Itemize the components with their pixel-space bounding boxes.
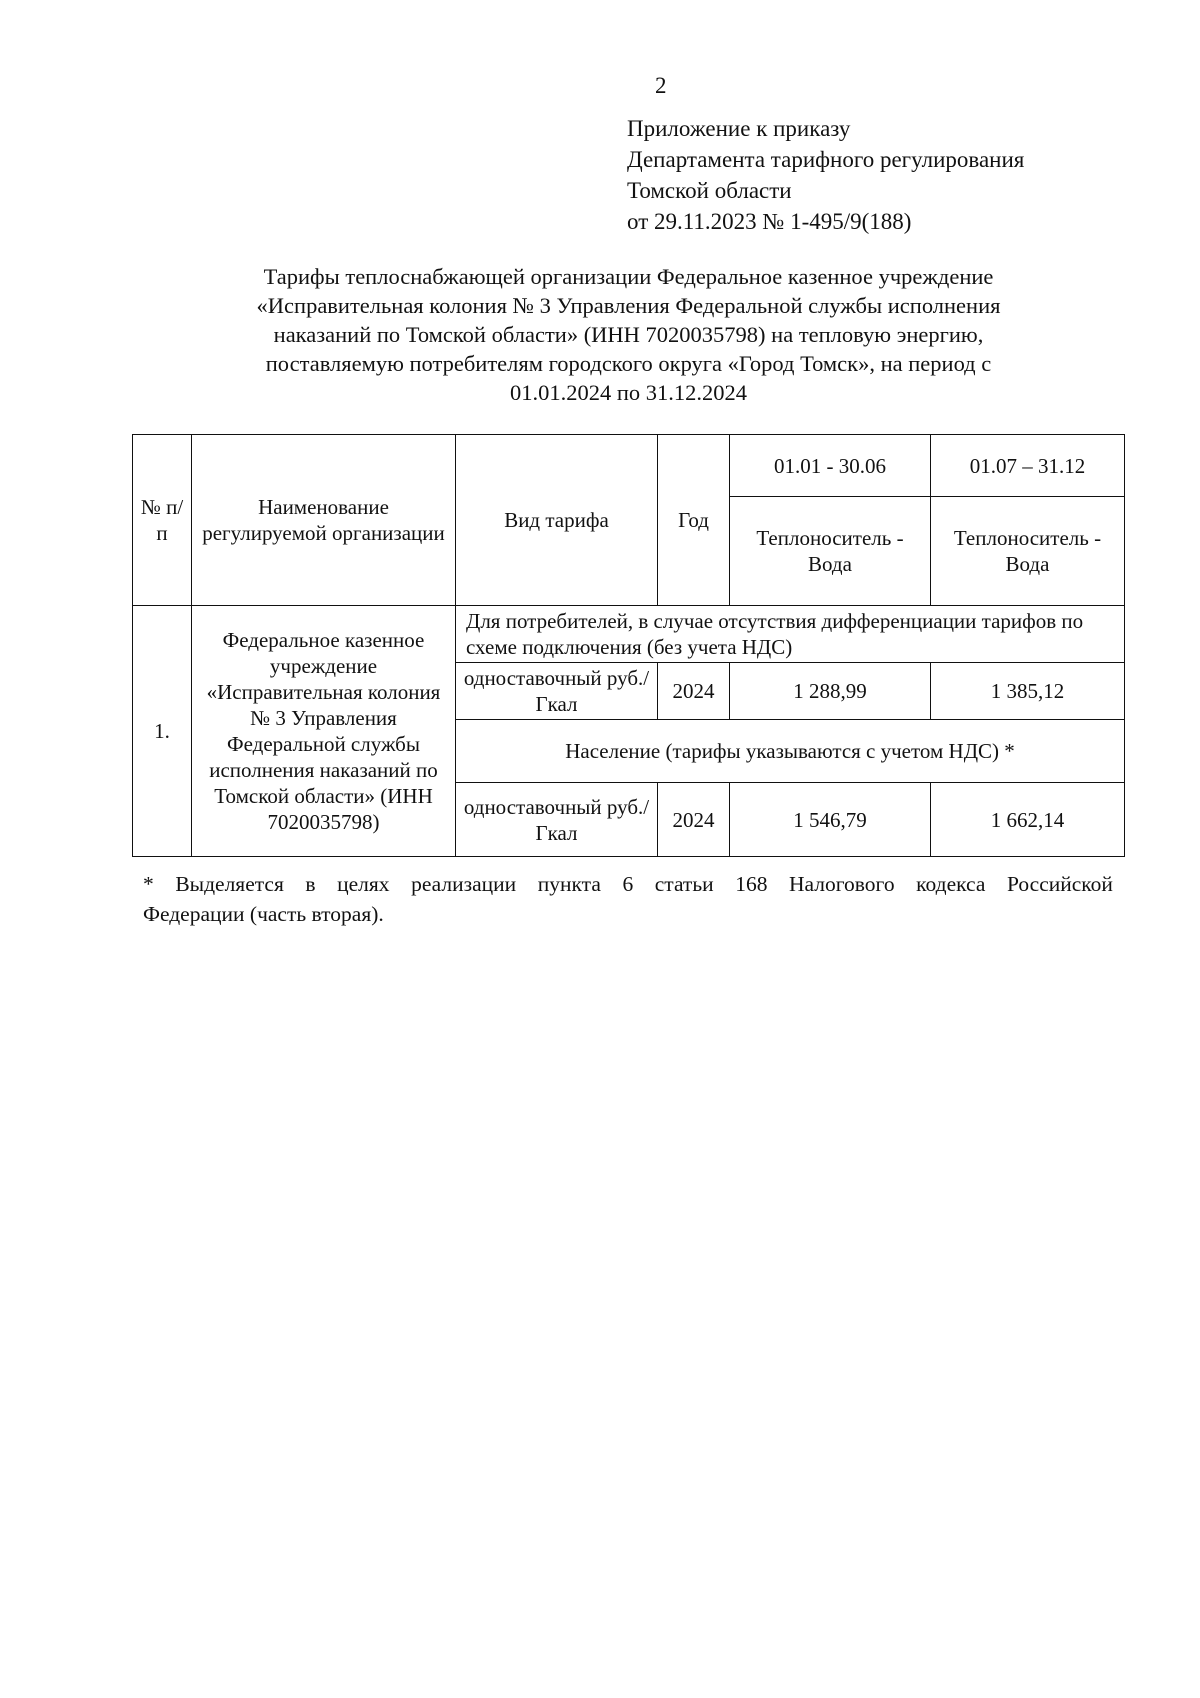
appendix-line-3: Томской области	[627, 178, 792, 203]
footnote	[143, 869, 1113, 929]
header-period-1: 01.01 - 30.06	[730, 435, 931, 497]
tariff-table	[132, 434, 1125, 857]
document-title	[150, 262, 1107, 407]
appendix-line-1: Приложение к приказу	[627, 116, 851, 141]
footnote-line-2: Федерации (часть вторая).	[143, 902, 384, 926]
value-consumers-period-2: 1 385,12	[931, 663, 1125, 720]
value-population-period-2: 1 662,14	[931, 783, 1125, 857]
title-line-5: 01.01.2024 по 31.12.2024	[509, 380, 748, 405]
header-carrier-2: Теплоноситель - Вода	[931, 497, 1125, 606]
footnote-word: 6	[622, 872, 634, 896]
footnote-word: пункта	[537, 872, 601, 896]
year-population: 2024	[658, 783, 730, 857]
footnote-word: в	[305, 872, 316, 896]
header-organization: Наименование регулируемой организации	[192, 435, 456, 606]
year-consumers: 2024	[658, 663, 730, 720]
tariff-type-consumers: одноставочный руб./Гкал	[456, 663, 658, 720]
title-line-3: наказаний по Томской области» (ИНН 7020035798) на тепловую энергию,	[273, 322, 984, 347]
section-consumers: Для потребителей, в случае отсутствия дифференциации тарифов по схеме подключения (без учета НДС)	[456, 606, 1125, 663]
section-population: Население (тарифы указываются с учетом НДС) *	[456, 720, 1125, 783]
footnote-word: Российской	[1006, 872, 1113, 896]
appendix-line-4: от 29.11.2023 № 1-495/9(188)	[627, 209, 912, 234]
page-number: 2	[655, 73, 667, 98]
header-num: № п/п	[133, 435, 192, 606]
footnote-word: Налогового	[789, 872, 895, 896]
tariff-type-population: одноставочный руб./Гкал	[456, 783, 658, 857]
header-period-2: 01.07 – 31.12	[931, 435, 1125, 497]
footnote-word: целях	[337, 872, 390, 896]
footnote-line-1	[143, 869, 1113, 899]
footnote-word: статьи	[654, 872, 714, 896]
footnote-word: кодекса	[916, 872, 986, 896]
value-consumers-period-1: 1 288,99	[730, 663, 931, 720]
row-organization: Федеральное казенное учреждение «Исправительная колония № 3 Управления Федеральной службы исполнения наказаний по Томской области» (ИНН 7020035798)	[192, 606, 456, 857]
title-line-4: поставляемую потребителям городского округа «Город Томск», на период с	[265, 351, 992, 376]
value-population-period-1: 1 546,79	[730, 783, 931, 857]
appendix-line-2: Департамента тарифного регулирования	[627, 147, 1025, 172]
footnote-word: Выделяется	[175, 872, 284, 896]
title-line-1: Тарифы теплоснабжающей организации Федеральное казенное учреждение	[263, 264, 994, 289]
footnote-word: *	[143, 872, 154, 896]
title-line-2: «Исправительная колония № 3 Управления Федеральной службы исполнения	[256, 293, 1001, 318]
row-num: 1.	[133, 606, 192, 857]
footnote-word: реализации	[411, 872, 517, 896]
footnote-word: 168	[735, 872, 768, 896]
header-tariff-type: Вид тарифа	[456, 435, 658, 606]
header-year: Год	[658, 435, 730, 606]
appendix-block	[627, 113, 1024, 237]
header-carrier-1: Теплоноситель - Вода	[730, 497, 931, 606]
